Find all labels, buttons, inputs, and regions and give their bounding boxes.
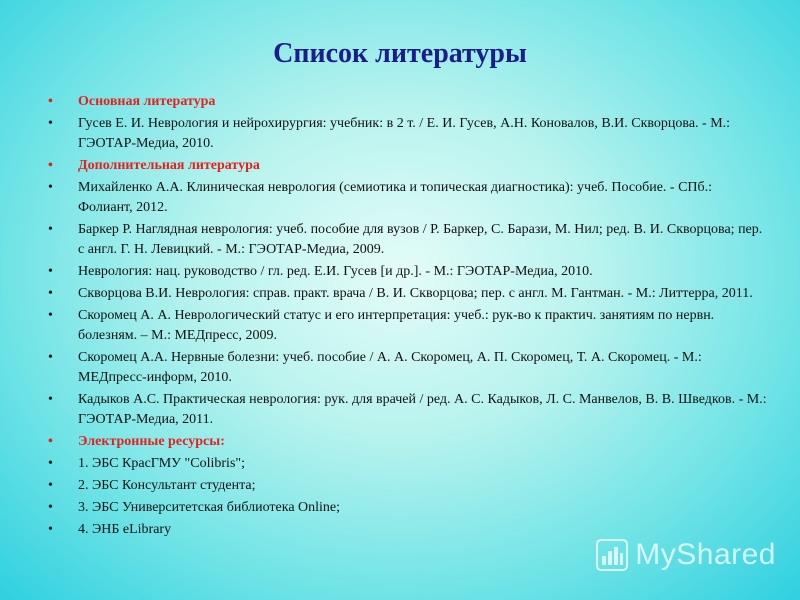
section-heading-main [48, 92, 768, 112]
bullet: • [48, 350, 53, 365]
section-heading-electronic [48, 432, 768, 452]
bullet: • [48, 456, 53, 471]
list-item-text: Неврология: нац. руководство / гл. ред. Е.И. Гусев [и др.]. - М.: ГЭОТАР-Медиа, 2010. [78, 264, 593, 279]
bullet: • [48, 116, 53, 131]
list-item-text: 3. ЭБС Университетская библиотека Online; [78, 500, 341, 515]
list-item [48, 498, 768, 518]
watermark [595, 538, 776, 572]
list-item [48, 520, 768, 540]
bullet: • [48, 158, 53, 173]
list-item-text: Скоромец А.А. Нервные болезни: учеб. пособие / А. А. Скоромец, А. П. Скоромец, Т. А. Скоромец. - М.: МЕДпресс-информ, 2010. [78, 350, 702, 385]
watermark-text: MyShared [635, 538, 776, 571]
list-item-text: Основная литература [78, 94, 216, 109]
bullet: • [48, 286, 53, 301]
page-title: Список литературы [273, 38, 527, 69]
bullet: • [48, 392, 53, 407]
list-item [48, 454, 768, 474]
bullet: • [48, 478, 53, 493]
list-item [48, 348, 768, 388]
bullet: • [48, 264, 53, 279]
list-item [48, 220, 768, 260]
list-item-text: Гусев Е. И. Неврология и нейрохирургия: учебник: в 2 т. / Е. И. Гусев, А.Н. Коновалов, В.И. Скворцова. - М.: ГЭОТАР-Медиа, 2010. [78, 116, 731, 151]
bullet: • [48, 434, 53, 449]
list-item [48, 476, 768, 496]
reference-list [48, 92, 768, 542]
list-item-text: 4. ЭНБ eLibrary [78, 522, 172, 537]
section-heading-additional [48, 156, 768, 176]
bullet: • [48, 500, 53, 515]
bullet: • [48, 180, 53, 195]
bullet: • [48, 308, 53, 323]
bullet: • [48, 522, 53, 537]
list-item [48, 284, 768, 304]
list-item-text: Баркер Р. Наглядная неврология: учеб. пособие для вузов / Р. Баркер, С. Барази, М. Нил; ред. В. И. Скворцова; пер. с англ. Г. Н. Левицкий. - М.: ГЭОТАР-Медиа, 2009. [78, 222, 763, 257]
list-item [48, 178, 768, 218]
list-item-text: Скворцова В.И. Неврология: справ. практ. врача / В. И. Скворцова; пер. с англ. М. Гантман. - М.: Литтерра, 2011. [78, 286, 753, 301]
list-item [48, 262, 768, 282]
list-item-text: Электронные ресурсы: [78, 434, 225, 449]
bullet: • [48, 222, 53, 237]
list-item [48, 390, 768, 430]
list-item-text: Скоромец А. А. Неврологический статус и его интерпретация: учеб.: рук-во к практич. занятиям по нервн. болезням. – М.: МЕДпресс, 2009. [78, 308, 715, 343]
bullet: • [48, 94, 53, 109]
myshared-logo-icon [595, 538, 629, 572]
list-item-text: Дополнительная литература [78, 158, 260, 173]
list-item-text: Кадыков А.С. Практическая неврология: рук. для врачей / ред. А. С. Кадыков, Л. С. Манвелов, В. В. Шведков. - М.: ГЭОТАР-Медиа, 2011. [78, 392, 767, 427]
list-item-text: Михайленко А.А. Клиническая неврология (семиотика и топическая диагностика): учеб. Пособие. - СПб.: Фолиант, 2012. [78, 180, 713, 215]
list-item-text: 1. ЭБС КрасГМУ "Colibris"; [78, 456, 245, 471]
list-item [48, 114, 768, 154]
list-item-text: 2. ЭБС Консультант студента; [78, 478, 256, 493]
list-item [48, 306, 768, 346]
